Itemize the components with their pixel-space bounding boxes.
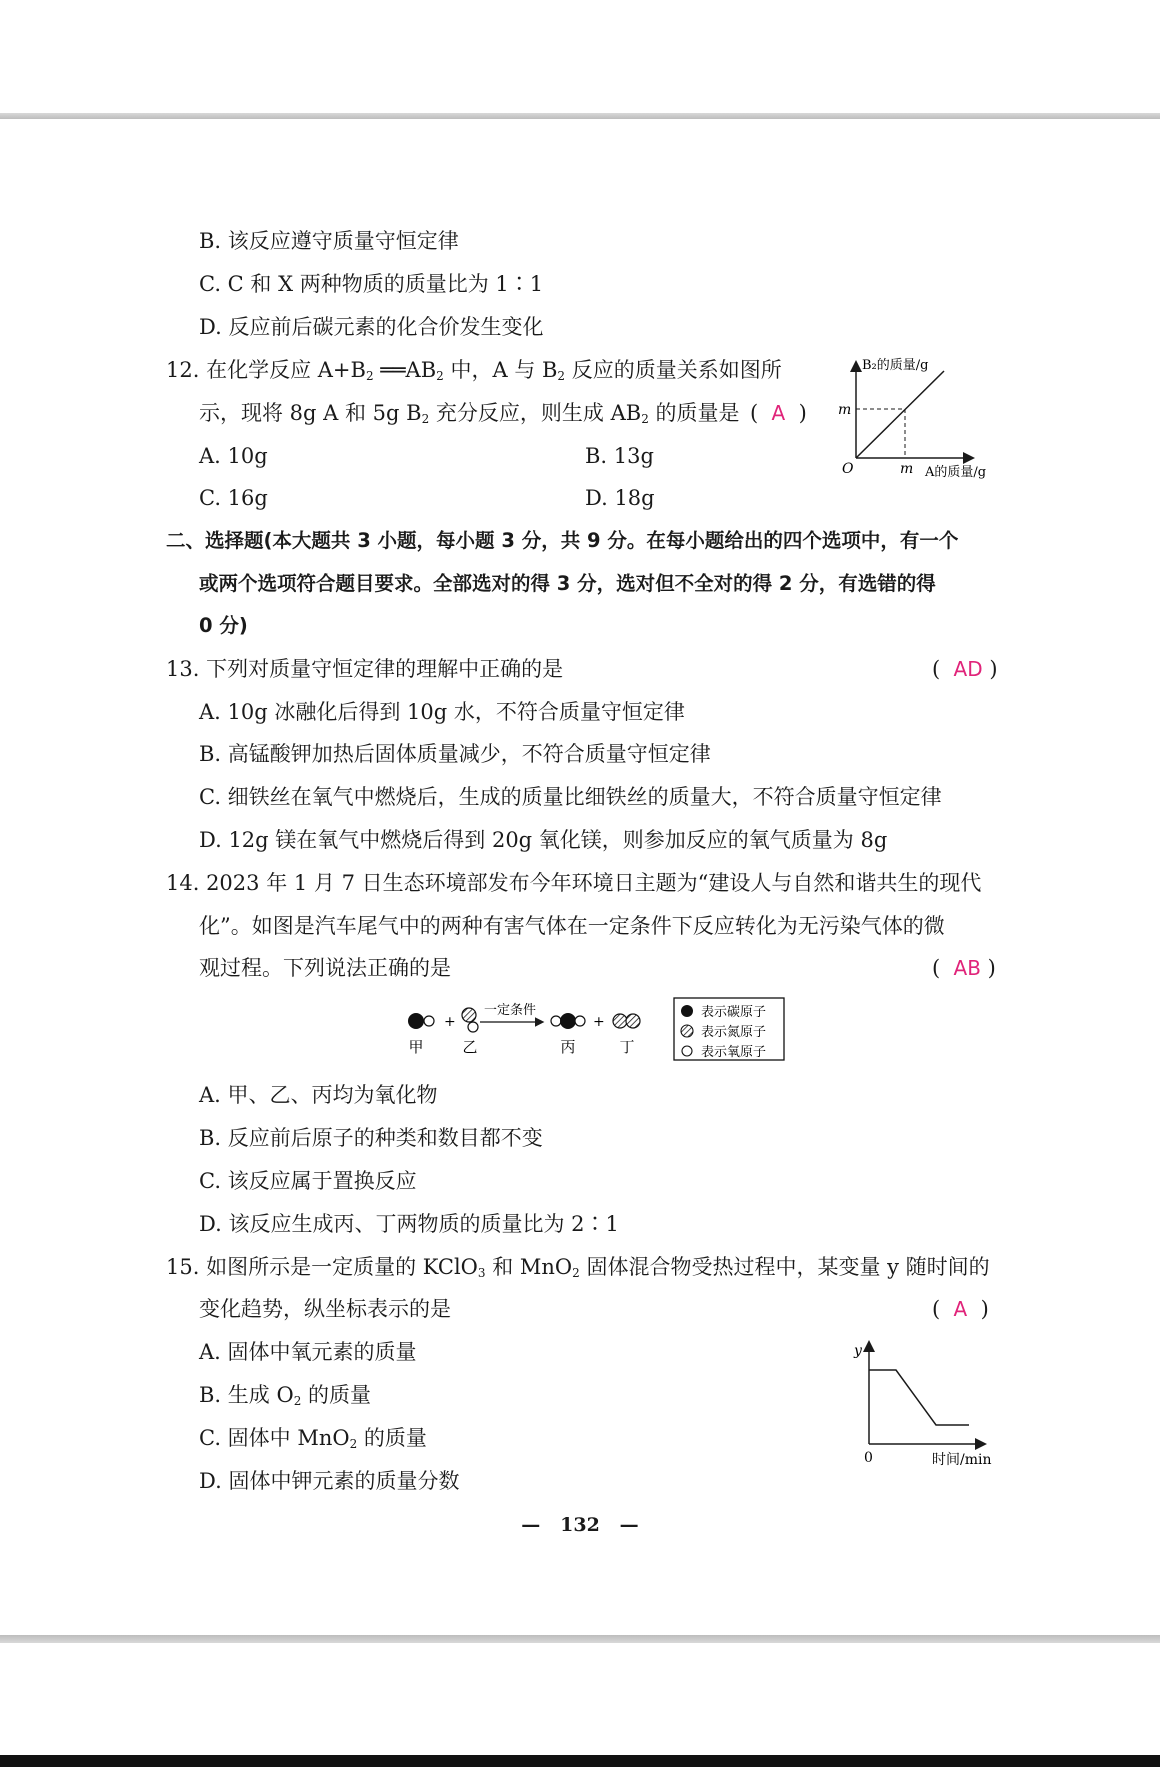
q12-mass-graph [830, 355, 1005, 485]
viewer-bottom-margin [0, 1643, 1160, 1755]
q12-stem-line1: 12. 在化学反应 $A+B_2$ $══AB_2$ 中，A 与 $B_2$ 反应的质量关系如图所 [166, 358, 782, 383]
bing-oxygen-atom-left [551, 1016, 561, 1026]
q13-option-a: A. 10g 冰融化后得到 10g 水，不符合质量守恒定律 [199, 700, 685, 724]
q13-option-c: C. 细铁丝在氧气中燃烧后，生成的质量比细铁丝的质量大，不符合质量守恒定律 [199, 785, 942, 809]
viewer-bottom-bar [0, 1755, 1160, 1767]
q15-answer: ( A ) [932, 1297, 989, 1321]
q15-trend-line [869, 1370, 969, 1425]
q12-x-label: A的质量/g [925, 465, 987, 480]
page-bottom-shadow [0, 1635, 1160, 1643]
q14-option-b: B. 反应前后原子的种类和数目都不变 [199, 1126, 543, 1150]
q14-option-d: D. 该反应生成丙、丁两物质的质量比为 2∶1 [199, 1212, 619, 1236]
ding-nitrogen-atom-left [613, 1014, 627, 1028]
q13-answer: ( AD ) [932, 657, 998, 681]
q13-option-d: D. 12g 镁在氧气中燃烧后得到 20g 氧化镁，则参加反应的氧气质量为 8g [199, 828, 888, 852]
section2-heading-line2: 或两个选项符合题目要求。全部选对的得 3 分，选对但不全对的得 2 分，有选错的得 [199, 572, 936, 595]
q12-origin: O [842, 461, 854, 477]
q15-option-b: B. 生成 $O_2$ 的质量 [199, 1383, 372, 1408]
q12-y-mark: m [838, 402, 852, 418]
jia-oxygen-atom [424, 1016, 434, 1026]
q15-stem-line2: 变化趋势，纵坐标表示的是 [199, 1297, 451, 1321]
ding-nitrogen-atom-right [626, 1014, 640, 1028]
q11-option-d: D. 反应前后碳元素的化合价发生变化 [199, 315, 544, 339]
q12-data-line [856, 371, 944, 458]
reaction-condition: 一定条件 [484, 1003, 537, 1018]
yi-nitrogen-atom [462, 1008, 476, 1022]
q12-x-mark: m [900, 461, 914, 477]
viewer-top-margin [0, 0, 1160, 118]
section2-heading-line3: 0 分) [199, 614, 248, 637]
q14-option-c: C. 该反应属于置换反应 [199, 1169, 417, 1193]
legend-carbon-text: 表示碳原子 [701, 1005, 767, 1020]
legend-oxygen-icon [682, 1046, 692, 1056]
plus-sign: + [593, 1014, 605, 1030]
q15-option-a: A. 固体中氧元素的质量 [199, 1340, 417, 1364]
bing-oxygen-atom-right [575, 1016, 585, 1026]
q15-option-d: D. 固体中钾元素的质量分数 [199, 1469, 460, 1493]
q12-option-b: B. 13g [585, 444, 654, 468]
q14-stem-line2: 化”。如图是汽车尾气中的两种有害气体在一定条件下反应转化为无污染气体的微 [199, 914, 945, 938]
legend-nitrogen-icon [681, 1025, 693, 1037]
q15-x-label: 时间/min [932, 1452, 992, 1468]
label-bing: 丙 [560, 1038, 576, 1056]
q15-origin: 0 [864, 1450, 873, 1466]
q13-stem: 13. 下列对质量守恒定律的理解中正确的是 [166, 657, 564, 681]
q12-option-a: A. 10g [199, 444, 268, 468]
q12-stem-line2: 示，现将 8g A 和 5g $B_2$ 充分反应，则生成 $AB_2$ 的质量是 [199, 401, 740, 426]
q12-y-label: B₂的质量/g [862, 358, 929, 373]
legend-oxygen-text: 表示氧原子 [701, 1045, 767, 1060]
plus-sign: + [444, 1014, 456, 1030]
legend-carbon-icon [681, 1005, 693, 1017]
q14-answer: ( AB ) [932, 956, 996, 980]
q11-option-c: C. C 和 X 两种物质的质量比为 1∶1 [199, 272, 544, 296]
q15-option-c: C. 固体中 MnO$_2$ 的质量 [199, 1426, 427, 1451]
q15-stem-line1: 15. 如图所示是一定质量的 KClO$_3$ 和 MnO$_2$ 固体混合物受热过程中，某变量 y 随时间的 [166, 1255, 990, 1280]
q13-option-b: B. 高锰酸钾加热后固体质量减少，不符合质量守恒定律 [199, 742, 711, 766]
jia-carbon-atom [408, 1013, 424, 1029]
q11-option-b: B. 该反应遵守质量守恒定律 [199, 229, 459, 253]
q12-option-d: D. 18g [585, 486, 655, 510]
q14-stem-line1: 14. 2023 年 1 月 7 日生态环境部发布今年环境日主题为“建设人与自然和谐共生的现代 [166, 871, 982, 895]
label-ding: 丁 [619, 1038, 635, 1056]
section2-heading-line1: 二、选择题(本大题共 3 小题，每小题 3 分，共 9 分。在每小题给出的四个选项中，有一个 [166, 529, 959, 552]
page-number: — 132 — [521, 1514, 639, 1536]
q15-trend-graph [850, 1335, 1005, 1470]
q14-reaction-diagram [400, 996, 790, 1064]
q15-y-label: y [854, 1343, 862, 1359]
q12-answer: ( A ) [750, 401, 807, 425]
q14-stem-line3: 观过程。下列说法正确的是 [199, 956, 451, 980]
legend-nitrogen-text: 表示氮原子 [701, 1025, 767, 1040]
q14-option-a: A. 甲、乙、丙均为氧化物 [199, 1083, 438, 1107]
yi-oxygen-atom [468, 1022, 478, 1032]
label-jia: 甲 [408, 1038, 424, 1056]
label-yi: 乙 [462, 1038, 478, 1056]
bing-carbon-atom [560, 1013, 576, 1029]
q12-option-c: C. 16g [199, 486, 268, 510]
